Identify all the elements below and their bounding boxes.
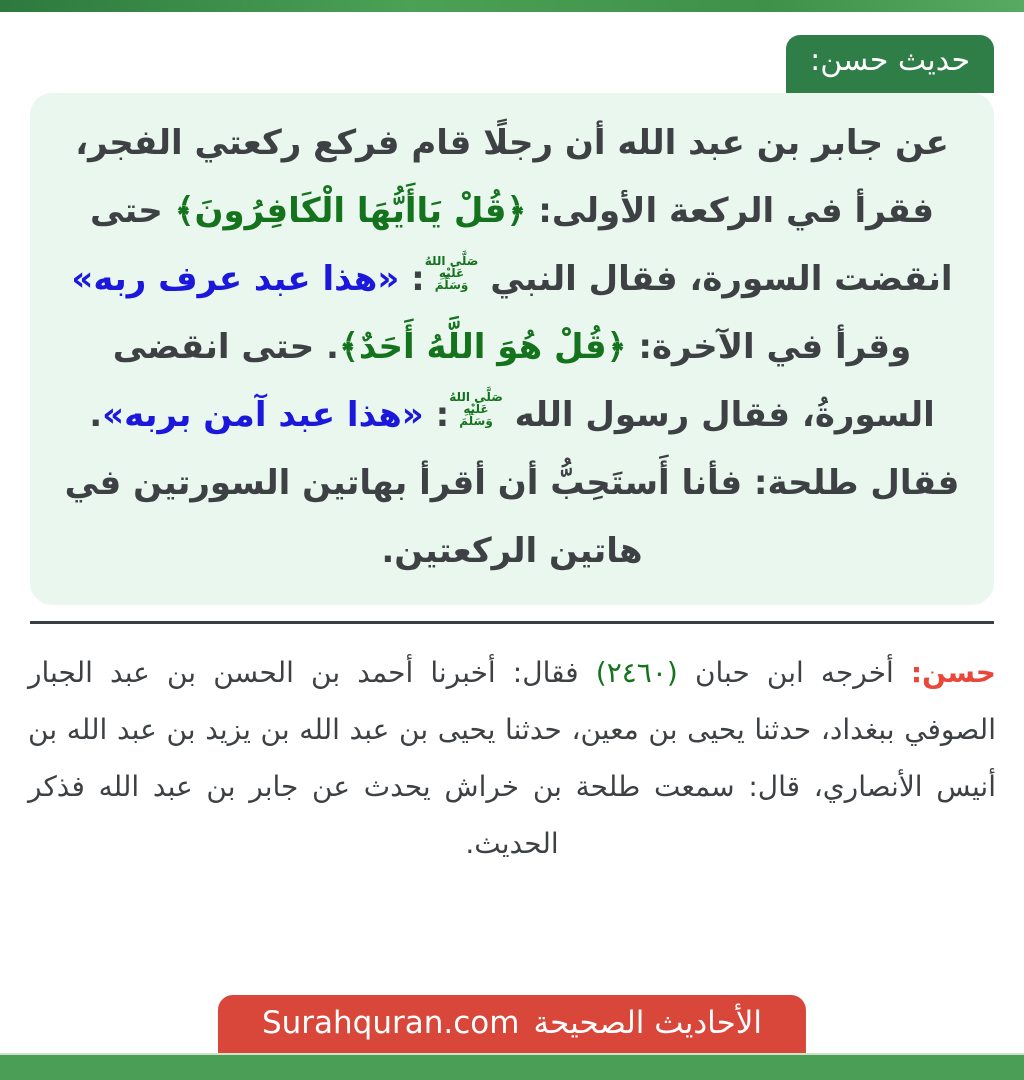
text-segment: وقرأ في الآخرة:	[626, 327, 912, 367]
text-segment: حسن:	[910, 656, 996, 689]
text-segment: .	[89, 395, 103, 435]
website-title: الأحاديث الصحيحة	[533, 1005, 763, 1041]
saw-ligature-icon: صَلَّى اللهُ عَلَيْهِ وَسَلَّمَ	[449, 389, 503, 428]
top-accent-bar	[0, 0, 1024, 12]
website-url: Surahquran.com	[261, 1005, 520, 1041]
section-divider	[30, 621, 994, 624]
header-row	[30, 35, 994, 93]
hadith-text-box	[30, 93, 994, 605]
text-segment: :	[423, 395, 450, 435]
hadith-grade-badge: حديث حسن:	[786, 35, 994, 93]
text-segment: :	[399, 259, 425, 299]
text-segment: فقال: أخبرنا أحمد بن الحسن بن عبد الجبار الصوفي ببغداد، حدثنا يحيى بن معين، حدثنا يحيى بن عبد الله بن يزيد بن عبد الله بن أنيس الأنصاري، قال: سمعت طلحة بن خراش يحدث عن جابر بن عبد الله فذكر الحديث.	[28, 656, 996, 860]
text-segment: «هذا عبد آمن بربه»	[102, 395, 424, 435]
text-segment: أخرجه ابن حبان	[677, 656, 911, 689]
text-segment: . حتى انقضى السورةُ، فقال رسول الله	[112, 327, 935, 435]
bottom-accent-bar	[0, 1053, 1024, 1080]
text-segment: حتى انقضت السورة، فقال النبي	[89, 191, 953, 299]
text-segment: ﴿قُلْ يَاأَيُّهَا الْكَافِرُونَ﴾	[174, 191, 527, 231]
hadith-main-paragraph	[56, 109, 968, 449]
saw-ligature-icon: صَلَّى اللهُ عَلَيْهِ وَسَلَّمَ	[424, 253, 479, 292]
text-segment: عن جابر بن عبد الله أن رجلًا قام فركع ركعتي الفجر، فقرأ في الركعة الأولى:	[75, 123, 949, 231]
text-segment: «هذا عبد عرف ربه»	[71, 259, 400, 299]
text-segment: فقال طلحة: فأنا أَستَحِبُّ أن أقرأ بهاتين السورتين في هاتين الركعتين.	[64, 463, 960, 571]
website-badge[interactable]	[218, 995, 806, 1053]
text-segment: (٢٤٦٠)	[595, 656, 678, 689]
text-segment: ﴿قُلْ هُوَ اللَّهُ أَحَدٌ﴾	[338, 327, 627, 367]
hadith-talha-paragraph	[56, 449, 968, 585]
hadith-source-paragraph	[28, 644, 996, 872]
